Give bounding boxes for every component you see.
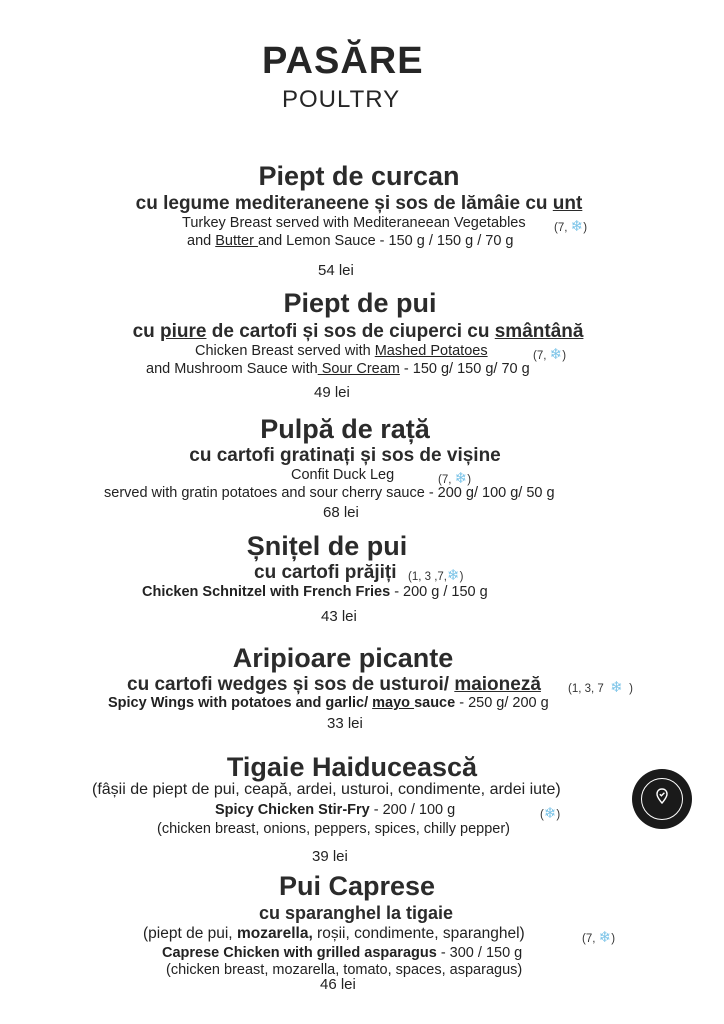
item-name: Pulpă de rață [260,414,430,444]
item-name: Tigaie Haiducească [226,752,478,782]
allergens: (7, ❄) [582,929,616,946]
location-pin-icon [654,788,670,804]
allergens: (7, ❄) [554,218,588,235]
item-subtitle: cu cartofi prăjiți [254,562,397,583]
item-english: Spicy Wings with potatoes and garlic/ mayo sauce - 250 g/ 200 g [108,695,549,711]
item-price: 43 lei [321,608,357,625]
page-subtitle: POULTRY [282,86,401,113]
item-name: Pui Caprese [278,871,436,901]
item-name: Aripioare picante [232,643,454,673]
allergens: (1, 3, 7 ❄ ) [568,679,634,696]
item-english-2: (chicken breast, onions, peppers, spices, chilly pepper) [157,821,511,837]
item-subtitle: cu sparanghel la tigaie [258,903,454,923]
page-title: PASĂRE [262,40,424,82]
item-price: 49 lei [314,384,350,401]
item-english: Chicken Breast served with Mashed Potatoes [195,343,488,359]
item-subtitle: cu cartofi gratinați și sos de vișine [189,445,501,466]
item-english-2: served with gratin potatoes and sour cherry sauce - 200 g/ 100 g/ 50 g [104,485,555,501]
snowflake-icon: ❄ [610,679,623,696]
item-description: (piept de pui, mozarella, roșii, condimente, sparanghel) [143,925,525,942]
snowflake-icon: ❄ [447,567,460,584]
snowflake-icon: ❄ [543,805,557,822]
item-english-2: and Butter and Lemon Sauce - 150 g / 150 g / 70 g [187,233,514,249]
item-english-2: and Mushroom Sauce with Sour Cream - 150 g/ 150 g/ 70 g [146,361,530,377]
item-price: 39 lei [312,848,348,865]
item-price: 54 lei [318,262,354,279]
allergens: (1, 3 ,7,❄) [408,567,464,584]
item-subtitle: cu piure de cartofi și sos de ciuperci cu smântână [132,321,584,342]
snowflake-icon: ❄ [570,218,584,235]
item-price: 33 lei [327,715,363,732]
item-subtitle: cu legume mediteraneene și sos de lămâie cu unt [135,193,583,214]
item-price: 68 lei [323,504,359,521]
item-name: Șnițel de pui [246,531,408,561]
snowflake-icon: ❄ [549,346,563,363]
item-description: (fâșii de piept de pui, ceapă, ardei, usturoi, condimente, ardei iute) [92,781,561,798]
item-english: Caprese Chicken with grilled asparagus - 300 / 150 g [162,945,523,961]
local-product-badge [632,769,692,829]
snowflake-icon: ❄ [598,929,612,946]
allergens: (❄) [540,805,561,822]
item-name: Piept de curcan [258,161,460,191]
item-english: Spicy Chicken Stir-Fry - 200 / 100 g [215,802,456,818]
snowflake-icon: ❄ [454,470,468,487]
item-subtitle: cu cartofi wedges și sos de usturoi/ maioneză [127,674,541,695]
item-english: Confit Duck Leg [291,467,395,483]
item-english: Turkey Breast served with Mediteraneean Vegetables [182,215,526,231]
allergens: (7, ❄) [533,346,567,363]
allergens: (7, ❄) [438,470,472,487]
item-name: Piept de pui [283,288,437,318]
item-english-2: (chicken breast, mozarella, tomato, spaces, asparagus) [166,962,523,978]
item-english: Chicken Schnitzel with French Fries - 200 g / 150 g [142,584,488,600]
item-price: 46 lei [320,976,356,993]
